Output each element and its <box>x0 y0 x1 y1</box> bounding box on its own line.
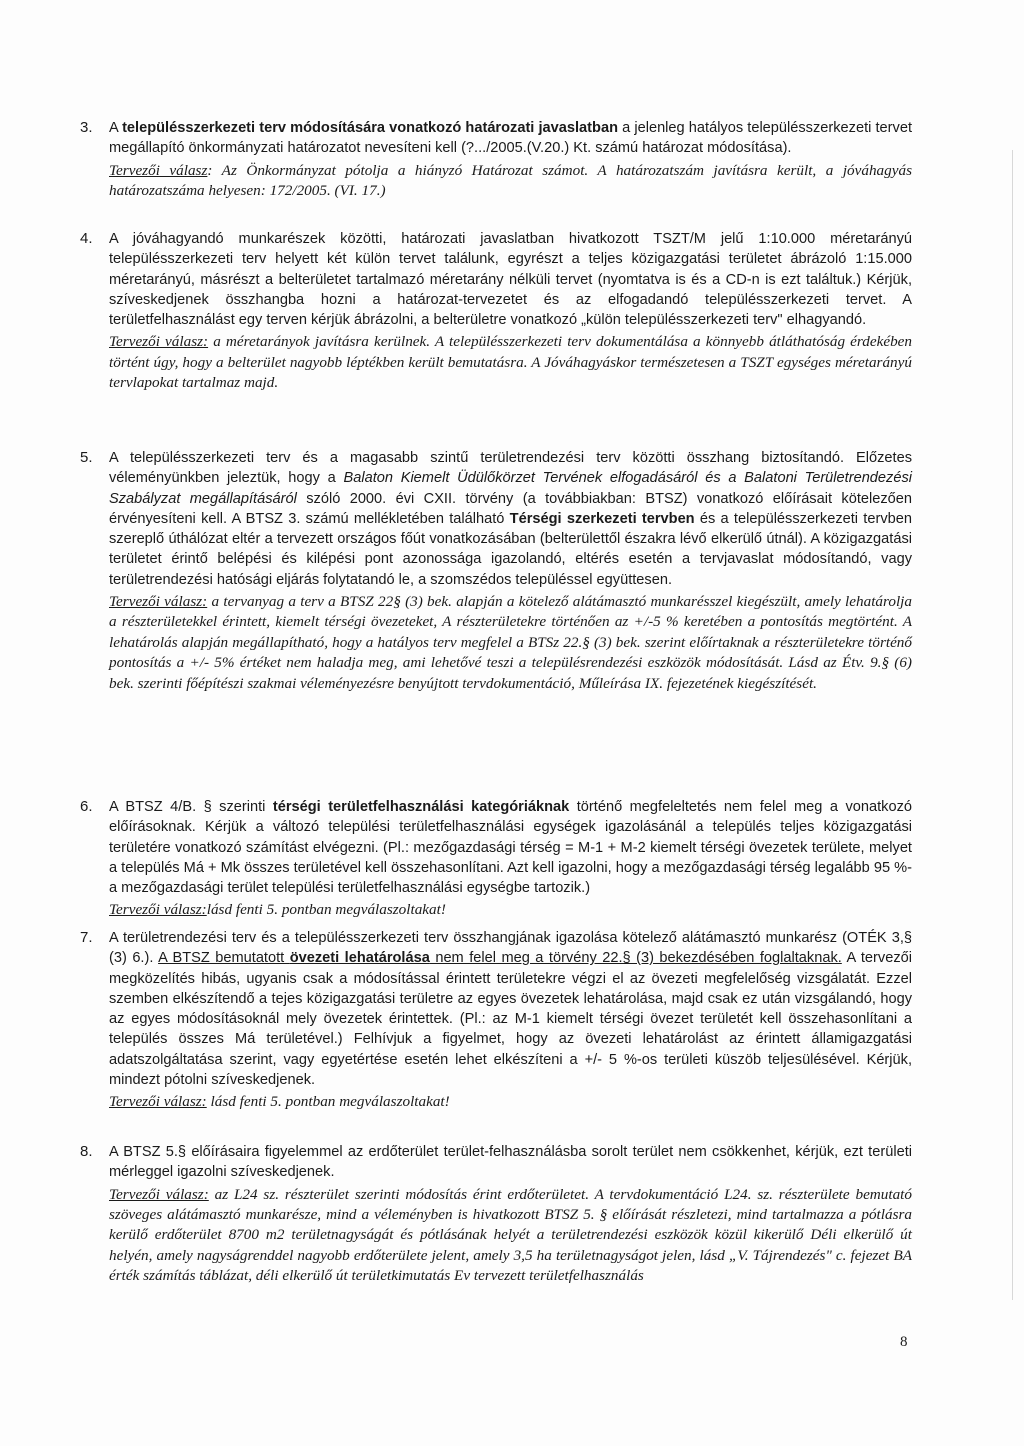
designer-reply <box>109 332 912 393</box>
list-item-5 <box>80 448 912 694</box>
reply-label: Tervezői válasz: <box>109 333 209 351</box>
item-number: 5. <box>80 449 93 466</box>
underlined-text: A BTSZ bemutatott övezeti lehatárolása nem felel meg a törvény 22.§ (3) bekezdésében foglaltaknak. <box>158 950 842 967</box>
list-item-4 <box>80 229 912 394</box>
item-paragraph: A BTSZ 4/B. § szerinti térségi területfelhasználási kategóriáknak történő megfeleltetés nem felel meg a vonatkozó előírásoknak. Kérjük a változó települési területfelhasználási egységek igazolásánál a település teljes közigazgatási területére vonatkozó számítást elvégezni. (Pl.: mezőgazdasági térség = M-1 + M-2 kiemelt térségi övezetek területe, melyet a település Má + Mk összes területével kell összehasonlítani. Azt kell igazolni, hogy a mezőgazdasági térség legalább 95 %-a mezőgazdasági terület települési területfelhasználási egységbe tartozik.) <box>109 799 912 897</box>
bold-text: térségi területfelhasználási kategóriáknak <box>272 799 570 815</box>
bold-text: településszerkezeti terv módosítására vonatkozó határozati javaslatban <box>122 120 618 136</box>
bold-text: Térségi szerkezeti tervben <box>509 510 695 527</box>
item-number: 4. <box>80 230 93 247</box>
reply-text: lásd fenti 5. pontban megválaszoltakat! <box>206 1093 450 1111</box>
reply-label: Tervezői válasz: <box>109 1185 209 1203</box>
reply-text: az L24 sz. részterület szerinti módosítás érint erdőterületet. A tervdokumentáció L24. sz. részterülete bemutató szöveges alátámasztó munkarésze, mind a véleményben is hivatkozott BTSZ 5. § előírását részletezi, mind tartalmazza a pótlásra kerülő erdőterület 8700 m2 területnagyságát és pótlásának helyét a területrendezési eszközök közül kikerülő Déli elkerülő út helyén, amely nagyságrenddel nagyobb erdőterülete jelent, amely 3,5 ha területnagyságot jelen, lásd „V. Tájrendezés" c. fejezet BA érték számítás táblázat, déli elkerülő út területkimutatás Ev tervezett területfelhasználás <box>109 1185 912 1285</box>
designer-reply <box>109 592 912 694</box>
designer-reply <box>109 900 912 920</box>
reply-label: Tervezői válasz: <box>109 1093 207 1111</box>
reply-label: Tervezői válasz: <box>109 593 208 611</box>
item-paragraph: A jóváhagyandó munkarészek közötti, határozati javaslatban hivatkozott TSZT/M jelű 1:10.000 méretarányú településszerkezeti terv helyett két külön tervet találunk, egyrészt a teljes közigazgatási területet ábrázoló 1:15.000 méretarányú, másrészt a belterületet tartalmazó méretarány nélküli tervet (nyomtatva is és a CD-n is ezt találtuk.) Kérjük, szíveskedjenek összhangba hozni a határozat-tervezetet és az elfogadandó településszerkezeti tervet. A területfelhasználást egy terven kérjük ábrázolni, a belterületre vonatkozó „külön településszerkezeti terv" elhagyandó. <box>109 231 912 329</box>
reply-text: lásd fenti 5. pontban megválaszoltakat! <box>206 901 446 919</box>
item-number: 3. <box>80 119 93 136</box>
item-paragraph: A BTSZ 5.§ előírásaira figyelemmel az erdőterület terület-felhasználásba sorolt terület nem csökkenhet, kérjük, ezt területi mérleggel igazolni szíveskedjenek. <box>109 1144 912 1181</box>
item-paragraph: A településszerkezeti terv módosítására vonatkozó határozati javaslatban a jelenleg hatályos településszerkezeti tervet megállapító önkormányzati határozatot nevesíteni kell (?.../2005.(V.20.) Kt. számú határozat módosítása). <box>109 120 913 157</box>
list-item-6 <box>80 797 912 921</box>
item-paragraph: A területrendezési terv és a településszerkezeti terv összhangjának igazolása kötelező alátámasztó munkarész (OTÉK 3,§ (3) 6.). A BTSZ bemutatott övezeti lehatárolása nem felel meg a törvény 22.§ (3) bekezdésében foglaltaknak. A tervezői megközelítés hibás, ugyanis csak a módosítással érintett területekre végzi el az övezeti megfelelőség vizsgálatát. Ezzel szemben elkészítendő a tejes közigazgatási területre az egyes övezetek lehatárolása, majd csak ez után vizsgálandó, hogy az egyes módosításoknál mely övezetek érintettek. (Pl.: az M-1 kiemelt térségi övezet területét kell összehasonlítani a település összes Má területével.) Felhívjuk a figyelmet, hogy az övezeti lehatárolást az érintett államigazgatási adatszolgáltatása szerint, vagy egyetértése esetén lehet elkészíteni a +/- 5 %-os területi küszöb teljesülésével. Kérjük, mindezt pótolni szíveskedjenek. <box>109 930 912 1089</box>
italic-law-title: Balaton Kiemelt Üdülőkörzet Tervének elfogadásáról és a Balatoni Területrendezési Szabályzat megállapításáról <box>109 470 912 507</box>
list-item-7 <box>80 928 912 1113</box>
list-item-8 <box>80 1142 912 1287</box>
item-paragraph: A településszerkezeti terv és a magasabb szintű területrendezési terv közötti összhang biztosítandó. Előzetes véleményünkben jeleztük, hogy a Balaton Kiemelt Üdülőkörzet Tervének elfogadásáról és a Balatoni Területrendezési Szabályzat megállapításáról szóló 2000. évi CXII. törvény (a továbbiakban: BTSZ) vonatkozó előírásait kötelezően érvényesíteni kell. A BTSZ 3. számú mellékletében található Térségi szerkezeti tervben és a településszerkezeti tervben szereplő úthálózat eltér a tervezett országos főút vonatkozásában (belterülettől északra lévő elkerülő útnál). A közigazgatási területet érintő belépési és kilépési pont azonossága igazolandó, eltérés esetén a tervjavaslat módosítandó, vagy területrendezési hatósági eljárás folytatandó le, a szomszédos településsel együttesen. <box>109 450 912 588</box>
designer-reply <box>109 1092 912 1112</box>
reply-label: Tervezői válasz: <box>109 901 207 919</box>
reply-text: a méretarányok javításra kerülnek. A településszerkezeti terv dokumentálása a könnyebb átláthatóság érdekében történt úgy, hogy a belterület nagyobb léptékben került bemutatásra. A Jóváhagyáskor természetesen a TSZT egységes méretarányú tervlapokat tartalmaz majd. <box>109 333 913 392</box>
item-number: 6. <box>80 798 93 815</box>
page-number: 8 <box>900 1334 908 1350</box>
item-number: 7. <box>80 929 93 946</box>
reply-text: a tervanyag a terv a BTSZ 22§ (3) bek. alapján a kötelező alátámasztó munkarésszel kiegészült, amely lehatárolja a részterületekkel érintett, kiemelt térségi övezeteket, A részterületekre történően az +/-5 % keretében a pontosítás megtörtént. A lehatárolás alapján megállapítható, hogy a hatályos terv megfelel a BTSz 22.§ (3) bek. szerint előírtaknak a részterületekre történő pontosítás a +/- 5% értéket nem haladja meg, ami lehetővé teszi a településrendezési eszközök módosítását. Lásd az Étv. 9.§ (6) bek. szerinti főépítészi szakmai véleményezésre benyújtott tervdokumentáció, Műleírása IX. fejezetének kiegészítését. <box>109 593 912 692</box>
scan-margin-line <box>1012 150 1013 1300</box>
reply-label: Tervezői válasz <box>109 161 208 179</box>
item-number: 8. <box>80 1143 93 1160</box>
reply-text: : Az Önkormányzat pótolja a hiányzó Határozat számot. A határozatszám javításra került, a jóváhagyás határozatszáma helyesen: 172/2005. (VI. 17.) <box>109 161 912 199</box>
list-item-3 <box>80 118 912 201</box>
designer-reply <box>109 161 912 202</box>
designer-reply <box>109 1185 912 1287</box>
